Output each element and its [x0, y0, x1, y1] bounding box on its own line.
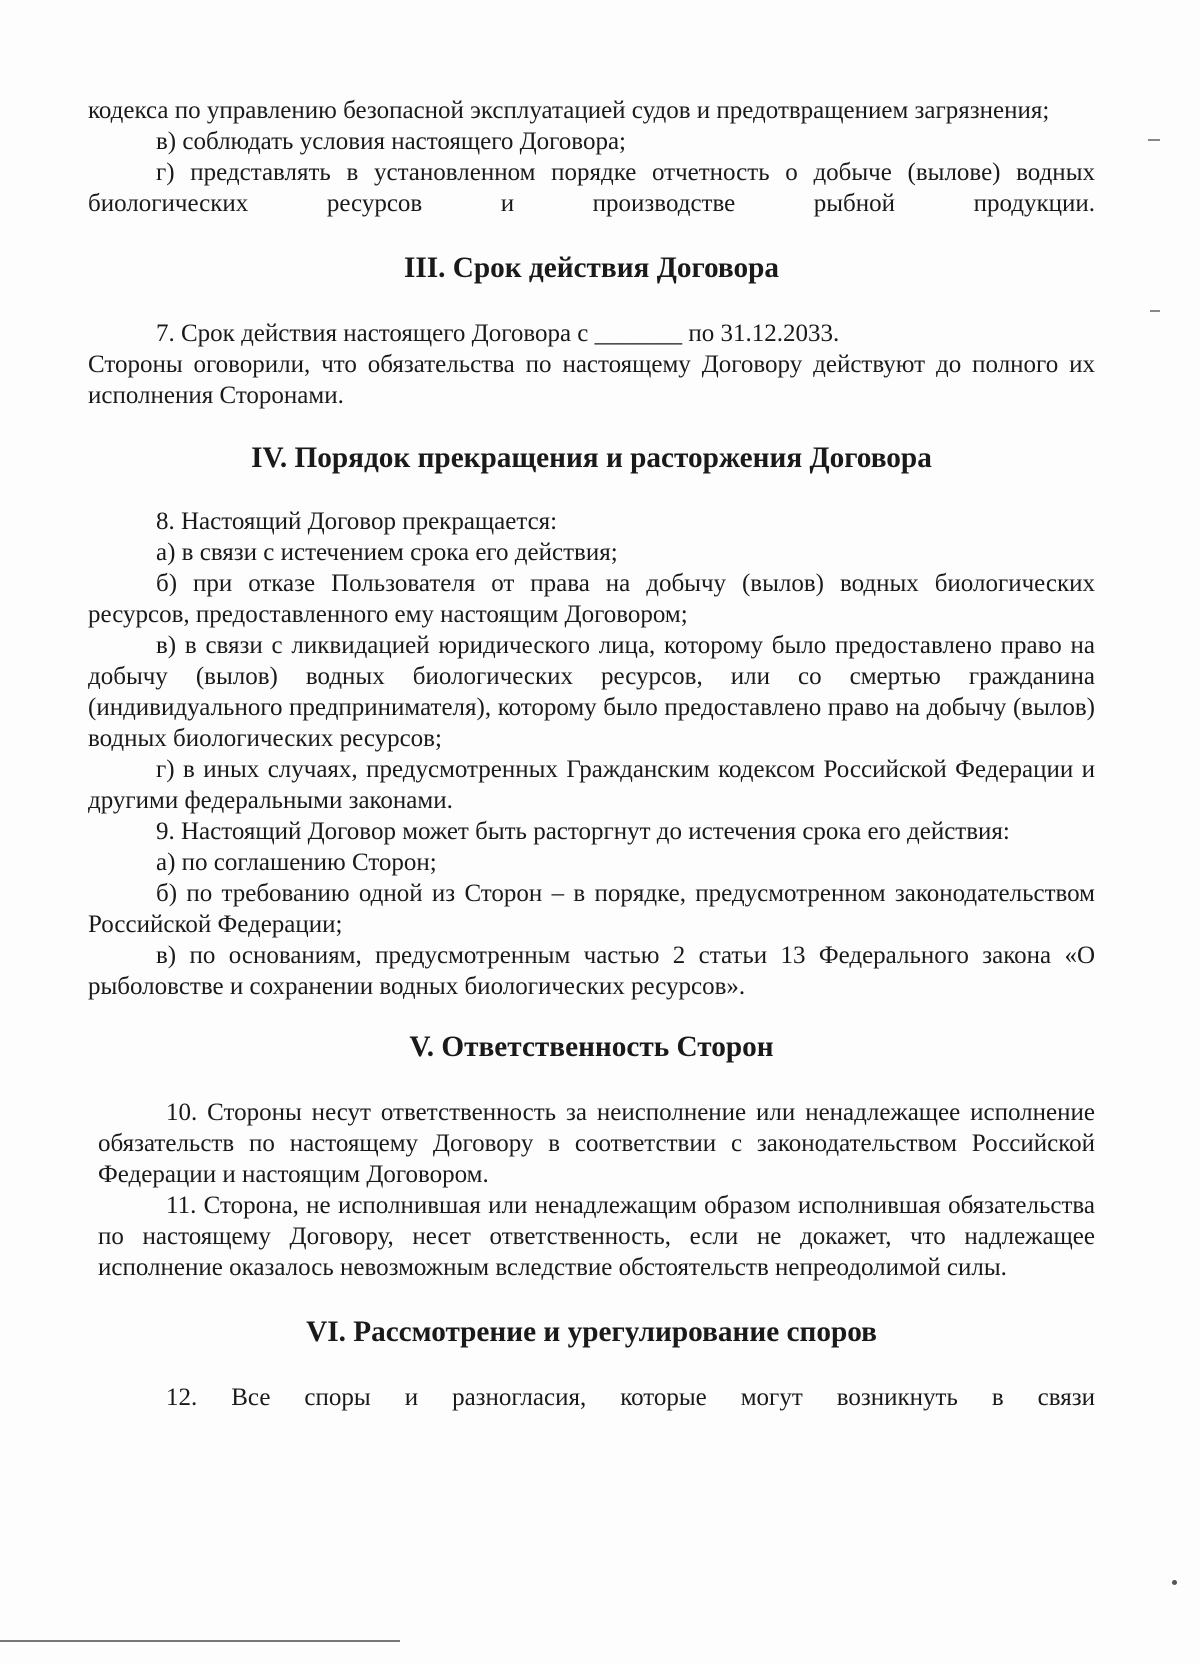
paragraph-8: 8. Настоящий Договор прекращается: — [156, 508, 558, 535]
section-heading-5: V. Ответственность Сторон — [409, 1031, 774, 1063]
paragraph-9-v: в) по основаниям, предусмотренным частью 2 статьи 13 Федерального закона «О рыболовстве и сохранении водных биологических ресурсов». — [88, 942, 1095, 1000]
paragraph-8-a: а) в связи с истечением срока его действия; — [156, 539, 618, 566]
paragraph-9: 9. Настоящий Договор может быть расторгнут до истечения срока его действия: — [156, 818, 1010, 845]
paragraph-8-b: б) при отказе Пользователя от права на добычу (вылов) водных биологических ресурсов, предоставленного ему настоящим Договором; — [88, 570, 1095, 628]
scan-mark — [1148, 139, 1160, 141]
paragraph-10: 10. Стороны несут ответственность за неисполнение или ненадлежащее исполнение обязательств по настоящему Договору в соответствии с законодательством Российской Федерации и настоящим Договором. — [98, 1099, 1095, 1188]
paragraph-12: 12. Все споры и разногласия, которые могут возникнуть в связи — [166, 1384, 1095, 1411]
paragraph-item-v: в) соблюдать условия настоящего Договора; — [156, 128, 626, 155]
section-5-body — [88, 1097, 1095, 1283]
paragraph-9-b: б) по требованию одной из Сторон – в порядке, предусмотренном законодательством Российской Федерации; — [88, 880, 1095, 938]
scan-speck — [1172, 1580, 1177, 1585]
paragraph-item-g: г) представлять в установленном порядке отчетность о добыче (вылове) водных биологических ресурсов и производстве рыбной продукции. — [88, 159, 1095, 217]
paragraph-11: 11. Сторона, не исполнившая или ненадлежащим образом исполнившая обязательства по настоящему Договору, несет ответственность, если не докажет, что надлежащее исполнение оказалось невозможным вследствие обстоятельств непреодолимой силы. — [98, 1192, 1095, 1281]
paragraph-8-v: в) в связи с ликвидацией юридического лица, которому было предоставлено право на добычу (вылов) водных биологических ресурсов, или со смертью гражданина (индивидуального предпринимателя), которому было предоставлено право на добычу (вылов) водных биологических ресурсов; — [88, 632, 1095, 752]
section-heading-3: III. Срок действия Договора — [403, 252, 780, 284]
scan-edge-line — [0, 1640, 400, 1642]
scan-mark — [1150, 310, 1160, 312]
section-6-body — [88, 1382, 1095, 1413]
paragraph-continuation-1: кодекса по управлению безопасной эксплуатацией судов и предотвращением загрязнения; — [88, 97, 1050, 124]
section-heading-6: VI. Рассмотрение и урегулирование споров — [306, 1316, 877, 1348]
paragraph-7: 7. Срок действия настоящего Договора с _______ по 31.12.2033. — [156, 320, 840, 347]
paragraph-7-parties: Стороны оговорили, что обязательства по настоящему Договору действуют до полного их исполнения Сторонами. — [88, 351, 1095, 409]
section-heading-4: IV. Порядок прекращения и расторжения Договора — [251, 442, 932, 474]
paragraph-9-a: а) по соглашению Сторон; — [156, 849, 437, 876]
paragraph-8-g: г) в иных случаях, предусмотренных Гражданским кодексом Российской Федерации и другими федеральными законами. — [88, 756, 1095, 814]
